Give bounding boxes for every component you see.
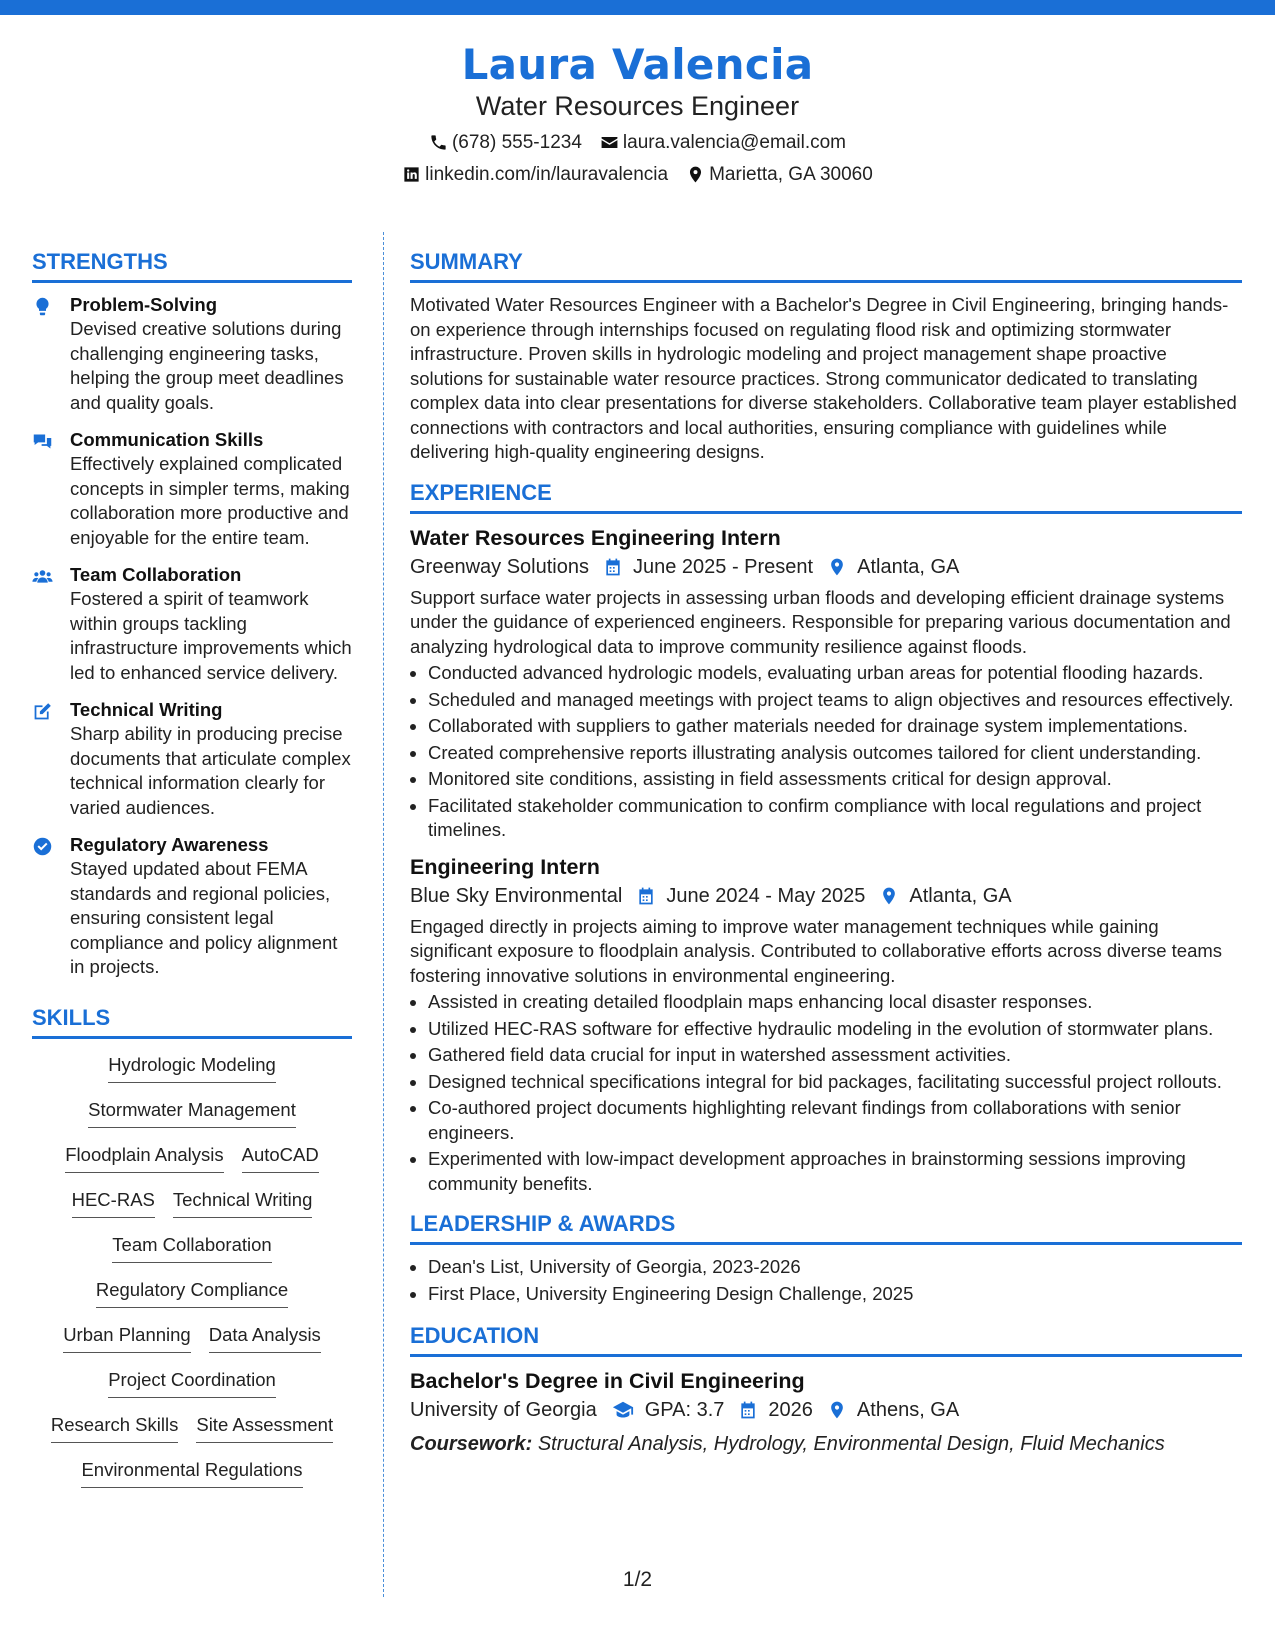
strength-desc: Effectively explained complicated concepts in simpler terms, making collaboration more productive and enjoyable for the entire team. (70, 453, 350, 548)
linkedin-icon (402, 165, 421, 184)
job-dates: June 2025 - Present (632, 555, 814, 578)
list-item: • Facilitated stakeholder communication to confirm compliance with local regulations and project timelines. (428, 794, 1242, 843)
strength-title: Problem-Solving (70, 294, 217, 315)
strength-item (32, 698, 352, 820)
awards-list (410, 1255, 1242, 1306)
phone-contact[interactable] (429, 127, 582, 159)
skill-tag: Floodplain Analysis (65, 1143, 223, 1173)
email-contact[interactable] (600, 127, 846, 159)
skill-tag: Stormwater Management (88, 1098, 296, 1128)
resume-header (0, 40, 1275, 191)
job-location: Atlanta, GA (909, 884, 1012, 907)
skill-tag: Hydrologic Modeling (108, 1053, 276, 1083)
list-item: • Dean's List, University of Georgia, 2023-2026 (428, 1255, 1242, 1280)
gpa: GPA: 3.7 (644, 1399, 725, 1421)
lightbulb-icon (32, 296, 53, 317)
strength-item (32, 428, 352, 550)
candidate-title: Water Resources Engineer (475, 91, 800, 122)
left-column (32, 248, 352, 1503)
strengths-heading: STRENGTHS (32, 248, 352, 283)
strength-title: Technical Writing (70, 699, 223, 720)
map-pin-icon (827, 557, 847, 577)
calendar-icon (636, 886, 656, 906)
edit-icon (32, 701, 53, 722)
skill-tag: Technical Writing (173, 1188, 313, 1218)
coursework-label: Coursework: (410, 1433, 533, 1455)
company-name: Blue Sky Environmental (410, 884, 623, 907)
phone-icon (429, 133, 448, 152)
map-pin-icon (686, 165, 705, 184)
linkedin-text: linkedin.com/in/lauravalencia (425, 163, 669, 185)
job-bullets (410, 990, 1242, 1196)
strength-title: Communication Skills (70, 429, 264, 450)
education-heading: EDUCATION (410, 1322, 1242, 1357)
summary-text: Motivated Water Resources Engineer with a Bachelor's Degree in Civil Engineering, bringing hands-on experience through internships focused on regulating flood risk and optimizing stormwater infrastructure. Proven skills in hydrologic modeling and project management shape proactive solutions for sustainable water resource practices. Strong communicator dedicated to translating complex data into clear presentations for diverse stakeholders. Collaborative team player established connections with contractors and local authorities, ensuring compliance with guidelines while delivering high-quality engineering designs. (410, 294, 1237, 462)
page-number: 1/2 (622, 1568, 653, 1591)
list-item: • Conducted advanced hydrologic models, evaluating urban areas for potential flooding hazards. (428, 661, 1242, 686)
skills-heading: SKILLS (32, 1004, 352, 1039)
graduation-cap-icon (611, 1399, 635, 1421)
experience-heading: EXPERIENCE (410, 479, 1242, 514)
chat-bubbles-icon (32, 431, 53, 452)
email-text: laura.valencia@email.com (622, 131, 847, 153)
strength-title: Regulatory Awareness (70, 834, 269, 855)
check-circle-icon (32, 836, 53, 857)
degree-title: Bachelor's Degree in Civil Engineering (410, 1369, 805, 1393)
skill-tag: Environmental Regulations (81, 1458, 302, 1488)
job-dates: June 2024 - May 2025 (666, 884, 866, 907)
strength-desc: Devised creative solutions during challenging engineering tasks, helping the group meet deadlines and quality goals. (70, 318, 344, 413)
skill-tag: Data Analysis (209, 1323, 321, 1353)
job-meta (410, 881, 1242, 911)
map-pin-icon (879, 886, 899, 906)
phone-text: (678) 555-1234 (451, 131, 582, 153)
candidate-name: Laura Valencia (461, 40, 814, 89)
strength-desc: Stayed updated about FEMA standards and regional policies, ensuring consistent legal compliance and policy alignment in projects. (70, 858, 338, 977)
contact-line-2 (0, 159, 1275, 191)
list-item: • Co-authored project documents highlighting relevant findings from collaborations with senior engineers. (428, 1096, 1242, 1145)
contact-line-1 (0, 127, 1275, 159)
job-title: Engineering Intern (410, 854, 600, 879)
skill-tag: HEC-RAS (72, 1188, 155, 1218)
company-name: Greenway Solutions (410, 555, 589, 578)
school-name: University of Georgia (410, 1399, 597, 1421)
strength-desc: Sharp ability in producing precise documents that articulate complex technical information clearly for varied audiences. (70, 723, 351, 818)
strength-item (32, 833, 352, 980)
map-pin-icon (827, 1400, 847, 1420)
list-item: • Collaborated with suppliers to gather materials needed for drainage system implementations. (428, 714, 1242, 739)
job-entry (410, 524, 1242, 843)
coursework-list: Structural Analysis, Hydrology, Environmental Design, Fluid Mechanics (537, 1433, 1165, 1455)
users-icon (32, 566, 53, 587)
skill-tag: Site Assessment (196, 1413, 333, 1443)
job-title: Water Resources Engineering Intern (410, 525, 781, 550)
location-contact (686, 159, 873, 191)
column-divider (383, 232, 384, 1597)
list-item: • Utilized HEC-RAS software for effective hydraulic modeling in the evolution of stormwater plans. (428, 1017, 1242, 1042)
calendar-icon (738, 1400, 758, 1420)
list-item: • Scheduled and managed meetings with project teams to align objectives and resources effectively. (428, 688, 1242, 713)
list-item: • Experimented with low-impact development approaches in brainstorming sessions improving community benefits. (428, 1147, 1242, 1196)
skill-tag: Research Skills (51, 1413, 179, 1443)
job-entry (410, 853, 1242, 1197)
list-item: • Gathered field data crucial for input in watershed assessment activities. (428, 1043, 1242, 1068)
school-location: Athens, GA (856, 1399, 960, 1421)
education-meta (410, 1395, 1242, 1425)
list-item: • First Place, University Engineering Design Challenge, 2025 (428, 1282, 1242, 1307)
location-text: Marietta, GA 30060 (709, 163, 873, 185)
envelope-icon (600, 133, 619, 152)
list-item: • Designed technical specifications integral for bid packages, facilitating successful project rollouts. (428, 1070, 1242, 1095)
linkedin-contact[interactable] (402, 159, 668, 191)
skill-tag: Regulatory Compliance (96, 1278, 288, 1308)
graduation-year: 2026 (768, 1399, 813, 1421)
job-meta (410, 552, 1242, 582)
job-description: Engaged directly in projects aiming to improve water management techniques while gaining significant exposure to floodplain analysis. Contributed to collaborative efforts across diverse teams fostering innovative solutions in environmental engineering. (410, 915, 1223, 986)
skills-list (32, 1053, 352, 1503)
job-description: Support surface water projects in assessing urban floods and developing efficient drainage systems under the guidance of experienced engineers. Responsible for preparing various documentation and analyzing hydrological data to improve community resilience against floods. (410, 586, 1231, 657)
job-bullets (410, 661, 1242, 843)
list-item: • Monitored site conditions, assisting in field assessments critical for design approval. (428, 767, 1242, 792)
top-accent-bar (0, 0, 1275, 15)
strength-title: Team Collaboration (70, 564, 242, 585)
summary-heading: SUMMARY (410, 248, 1242, 283)
calendar-icon (603, 557, 623, 577)
skill-tag: Team Collaboration (112, 1233, 271, 1263)
strength-item (32, 563, 352, 685)
list-item: • Created comprehensive reports illustrating analysis outcomes tailored for client understanding. (428, 741, 1242, 766)
list-item: • Assisted in creating detailed floodplain maps enhancing local disaster responses. (428, 990, 1242, 1015)
skill-tag: AutoCAD (242, 1143, 319, 1173)
strength-desc: Fostered a spirit of teamwork within groups tackling infrastructure improvements which led to enhanced service delivery. (70, 588, 352, 683)
coursework (410, 1429, 1242, 1459)
awards-heading: LEADERSHIP & AWARDS (410, 1210, 1242, 1245)
skill-tag: Urban Planning (63, 1323, 191, 1353)
skill-tag: Project Coordination (108, 1368, 276, 1398)
strength-item (32, 293, 352, 415)
right-column (410, 248, 1242, 1459)
job-location: Atlanta, GA (857, 555, 960, 578)
